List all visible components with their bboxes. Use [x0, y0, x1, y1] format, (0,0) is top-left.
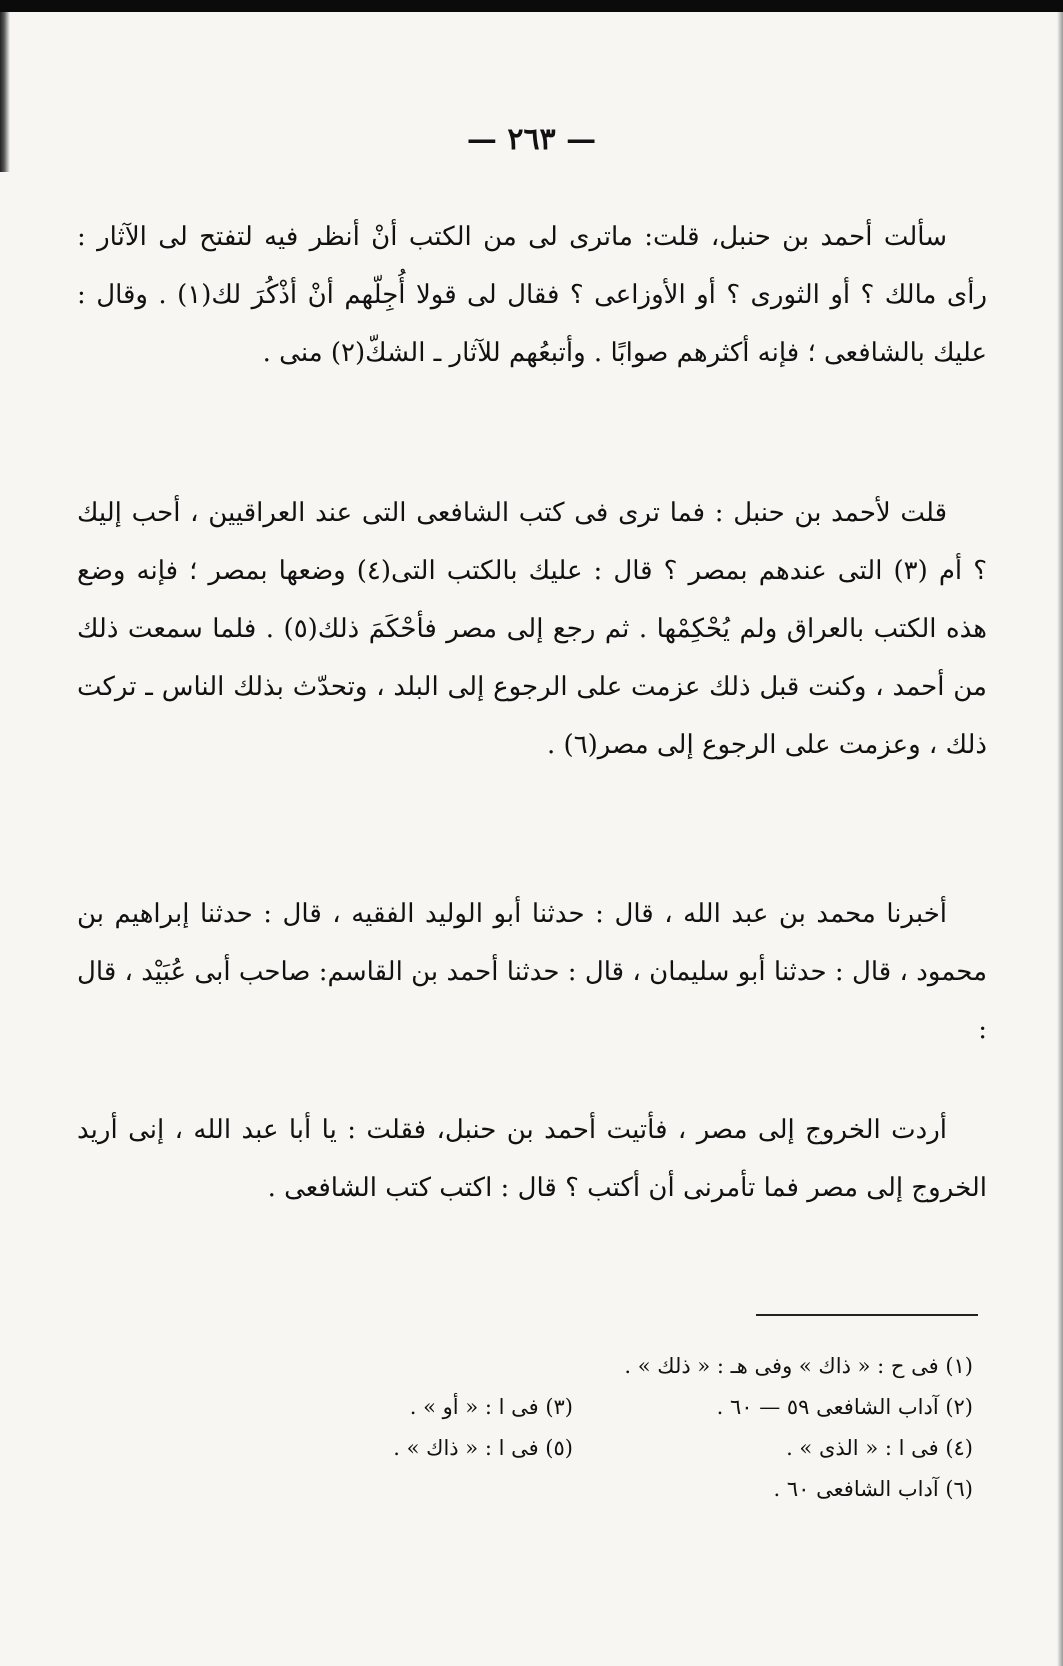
footnote-separator [756, 1314, 978, 1316]
footnote-row [93, 1469, 973, 1510]
scan-right-edge [1057, 12, 1063, 1666]
footnotes [93, 1346, 973, 1510]
paragraph-4 [77, 1101, 987, 1217]
footnote-empty [273, 1346, 573, 1387]
paragraph-text: قلت لأحمد بن حنبل : فما ترى فى كتب الشافعى التى عند العراقيين ، أحب إليك ؟ أم (٣) التى عندهم بمصر ؟ قال : عليك بالكتب التى(٤) وضعها بمصر ؛ فإنه وضع هذه الكتب بالعراق ولم يُحْكِمْها . ثم رجع إلى مصر فأحْكَمَ ذلك(٥) . فلما سمعت ذلك من أحمد ، وكنت قبل ذلك عزمت على الرجوع إلى البلد ، وتحدّث بذلك الناس ـ تركت ذلك ، وعزمت على الرجوع إلى مصر(٦) . [77, 498, 987, 760]
paragraph-1 [77, 208, 987, 382]
footnote-4: (٤) فى ا : « الذى » . [786, 1436, 973, 1460]
footnote-3: (٣) فى ا : « أو » . [409, 1395, 573, 1419]
footnote-5: (٥) فى ا : « ذاك » . [393, 1436, 573, 1460]
paragraph-2 [77, 484, 987, 774]
footnote-1: (١) فى ح : « ذاك » وفى هـ : « ذلك » . [624, 1354, 973, 1378]
paragraph-3 [77, 885, 987, 1059]
footnote-empty [273, 1469, 573, 1510]
paragraph-text: أردت الخروج إلى مصر ، فأتيت أحمد بن حنبل، فقلت : يا أبا عبد الله ، إنى أريد الخروج إلى مصر فما تأمرنى أن أكتب ؟ قال : اكتب كتب الشافعى . [77, 1115, 987, 1203]
footnote-2: (٢) آداب الشافعى ٥٩ — ٦٠ . [716, 1395, 973, 1419]
scan-top-border [0, 0, 1063, 12]
paragraph-text: سألت أحمد بن حنبل، قلت: ماترى لى من الكتب أنْ أنظر فيه لتفتح لى الآثار : رأى مالك ؟ أو الثورى ؟ أو الأوزاعى ؟ فقال لى قولا أُجِلّهم أنْ أذْكُرَ لك(١) . وقال : عليك بالشافعى ؛ فإنه أكثرهم صوابًا . وأتبعُهم للآثار ـ الشكّ(٢) منى . [77, 222, 987, 368]
paragraph-text: أخبرنا محمد بن عبد الله ، قال : حدثنا أبو الوليد الفقيه ، قال : حدثنا إبراهيم بن محمود ، قال : حدثنا أبو سليمان ، قال : حدثنا أحمد بن القاسم: صاحب أبى عُبَيْد ، قال : [77, 899, 987, 1045]
footnote-6: (٦) آداب الشافعى ٦٠ . [773, 1477, 973, 1501]
footnote-row [93, 1428, 973, 1469]
footnote-row [93, 1387, 973, 1428]
footnote-row [93, 1346, 973, 1387]
page-number: — ٢٦٣ — [466, 122, 597, 157]
